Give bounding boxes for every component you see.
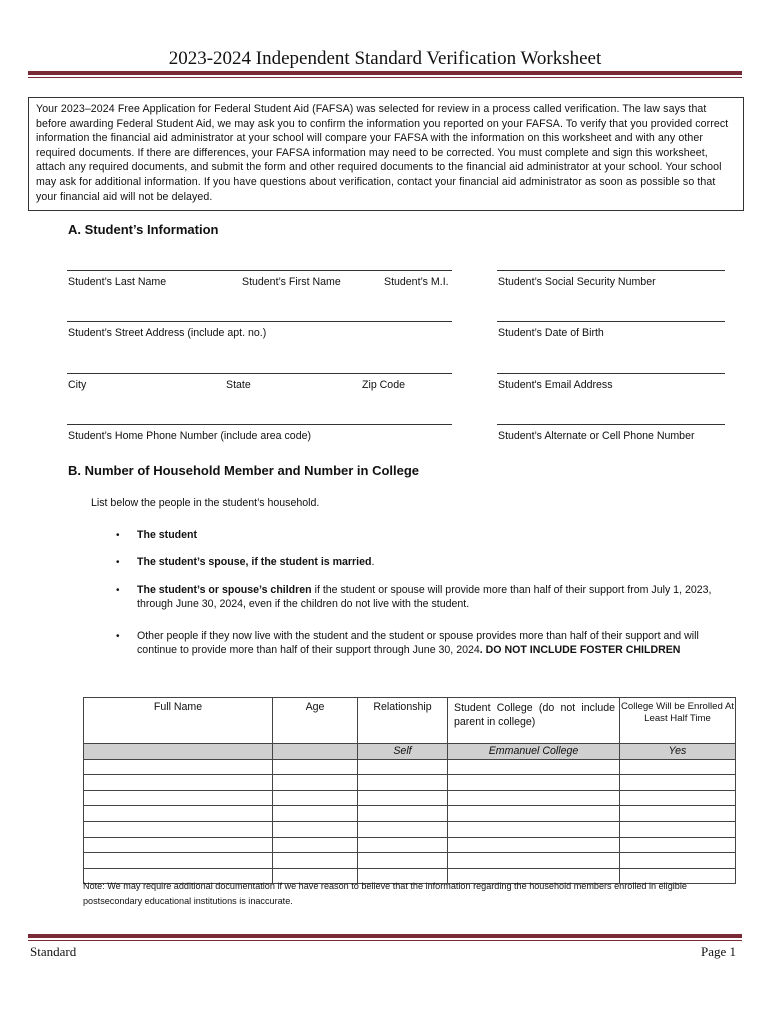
- cell-half-time[interactable]: [620, 821, 736, 837]
- alt-phone-label: Student’s Alternate or Cell Phone Number: [498, 430, 695, 442]
- table-row: [84, 806, 736, 822]
- cell-college[interactable]: [448, 837, 620, 853]
- bullet-children-bold: The student’s or spouse’s children: [137, 584, 312, 596]
- cell-college[interactable]: [448, 790, 620, 806]
- cell-relationship[interactable]: [358, 790, 448, 806]
- cell-college[interactable]: [448, 759, 620, 775]
- table-header-row: [84, 698, 736, 744]
- cell-name[interactable]: [84, 853, 273, 869]
- bullet-icon: •: [116, 530, 120, 541]
- email-field-line[interactable]: [497, 373, 725, 374]
- cell-name[interactable]: [84, 775, 273, 791]
- header-half-time: College Will be Enrolled At Least Half Time: [620, 698, 736, 744]
- bullet-other-rest: Other people if they now live with the student and the student or spouse provides more than half of their support and will continue to provide more than half of their support through June 30, 2024: [137, 630, 699, 656]
- table-row: [84, 837, 736, 853]
- cell-half-time[interactable]: [620, 806, 736, 822]
- bullet-student-text: The student: [137, 529, 198, 541]
- household-list-intro: List below the people in the student’s household.: [91, 497, 320, 509]
- bullet-other-bold: . DO NOT INCLUDE FOSTER CHILDREN: [479, 643, 681, 656]
- bullet-other-people: [137, 630, 740, 657]
- bullet-student: [137, 529, 740, 543]
- cell-relationship[interactable]: [358, 759, 448, 775]
- cell-college[interactable]: [448, 806, 620, 822]
- cell-age[interactable]: [273, 806, 358, 822]
- cell-age[interactable]: [273, 775, 358, 791]
- cell-name[interactable]: [84, 821, 273, 837]
- header-age: Age: [273, 698, 358, 744]
- header-full-name: Full Name: [84, 698, 273, 744]
- cell-name[interactable]: [84, 790, 273, 806]
- state-label: State: [226, 379, 251, 391]
- name-field-line[interactable]: [67, 270, 452, 271]
- cell-relationship: Self: [358, 744, 448, 760]
- bullet-icon: •: [116, 557, 120, 568]
- cell-half-time[interactable]: [620, 759, 736, 775]
- cell-age[interactable]: [273, 821, 358, 837]
- cell-relationship[interactable]: [358, 775, 448, 791]
- page-title: 2023-2024 Independent Standard Verification Worksheet: [168, 48, 602, 69]
- cell-name[interactable]: [84, 744, 273, 760]
- city-label: City: [68, 379, 87, 391]
- cell-college: Emmanuel College: [448, 744, 620, 760]
- mi-label: Student’s M.I.: [384, 276, 449, 288]
- zip-label: Zip Code: [362, 379, 405, 391]
- cell-relationship[interactable]: [358, 806, 448, 822]
- cell-relationship[interactable]: [358, 821, 448, 837]
- cell-name[interactable]: [84, 837, 273, 853]
- last-name-label: Student’s Last Name: [68, 276, 167, 288]
- address-label: Student’s Street Address (include apt. no.): [68, 327, 267, 339]
- header-student-college: Student College (do not include parent in college): [448, 698, 620, 744]
- cell-age[interactable]: [273, 853, 358, 869]
- cell-age[interactable]: [273, 744, 358, 760]
- cell-name[interactable]: [84, 806, 273, 822]
- section-a-heading: A. Student’s Information: [68, 222, 219, 237]
- bullet-spouse-bold: The student’s spouse, if the student is married: [137, 556, 372, 568]
- cell-college[interactable]: [448, 821, 620, 837]
- cell-relationship[interactable]: [358, 853, 448, 869]
- ssn-field-line[interactable]: [497, 270, 725, 271]
- table-row: [84, 790, 736, 806]
- cell-half-time[interactable]: [620, 790, 736, 806]
- table-row: [84, 744, 736, 760]
- cell-relationship[interactable]: [358, 837, 448, 853]
- bullet-icon: •: [116, 585, 120, 596]
- cell-name[interactable]: [84, 759, 273, 775]
- footer-form-type: Standard: [30, 944, 77, 959]
- cell-age[interactable]: [273, 837, 358, 853]
- cell-half-time: Yes: [620, 744, 736, 760]
- section-b-heading: B. Number of Household Member and Number in College: [68, 463, 420, 478]
- first-name-label: Student’s First Name: [242, 276, 341, 288]
- intro-box: Your 2023–2024 Free Application for Federal Student Aid (FAFSA) was selected for review in a process called verification. The law says that before awarding Federal Student Aid, we may ask you to confirm the information you reported on your FAFSA. To verify that you provided correct information the financial aid administrator at your school will compare your FAFSA with the information on this worksheet and with any other required documents. If there are differences, your FAFSA information may need to be corrected. You must complete and sign this worksheet, attach any required documents, and submit the form and other required documents to the financial aid administrator at your school. Your school may ask for additional information. If you have questions about verification, contact your financial aid administrator as soon as possible so that your financial aid will not be delayed.: [28, 97, 744, 211]
- table-row: [84, 759, 736, 775]
- bullet-children: [137, 584, 740, 611]
- table-row: [84, 775, 736, 791]
- title-rule-thin: [28, 77, 742, 78]
- table-row: [84, 821, 736, 837]
- cell-college[interactable]: [448, 775, 620, 791]
- bullet-spouse: [137, 556, 740, 570]
- ssn-label: Student’s Social Security Number: [498, 276, 656, 288]
- cell-college[interactable]: [448, 853, 620, 869]
- bullet-icon: •: [116, 631, 120, 642]
- household-table: [83, 697, 736, 884]
- email-label: Student's Email Address: [498, 379, 613, 391]
- cell-half-time[interactable]: [620, 775, 736, 791]
- home-phone-label: Student’s Home Phone Number (include area code): [68, 430, 312, 442]
- table-note: Note: We may require additional documentation if we have reason to believe that the information regarding the household members enrolled in eligible postsecondary educational institutions is inaccurate.: [83, 881, 687, 906]
- alt-phone-field-line[interactable]: [497, 424, 725, 425]
- footer-rule-thin: [28, 940, 742, 941]
- title-rule: [28, 71, 742, 75]
- address-field-line[interactable]: [67, 321, 452, 322]
- table-row: [84, 853, 736, 869]
- cell-half-time[interactable]: [620, 853, 736, 869]
- dob-field-line[interactable]: [497, 321, 725, 322]
- footer-page-number: Page 1: [701, 944, 737, 959]
- bullet-children-rest: if the student or spouse will provide more than half of their support from July 1, 2023, through June 30, 2024, even if the children do not live with the student.: [137, 584, 712, 610]
- home-phone-field-line[interactable]: [67, 424, 452, 425]
- cell-age[interactable]: [273, 759, 358, 775]
- cell-age[interactable]: [273, 790, 358, 806]
- header-relationship: Relationship: [358, 698, 448, 744]
- city-state-zip-field-line[interactable]: [67, 373, 452, 374]
- dob-label: Student’s Date of Birth: [498, 327, 604, 339]
- footer-rule: [28, 934, 742, 938]
- bullet-spouse-tail: .: [371, 556, 375, 568]
- cell-half-time[interactable]: [620, 837, 736, 853]
